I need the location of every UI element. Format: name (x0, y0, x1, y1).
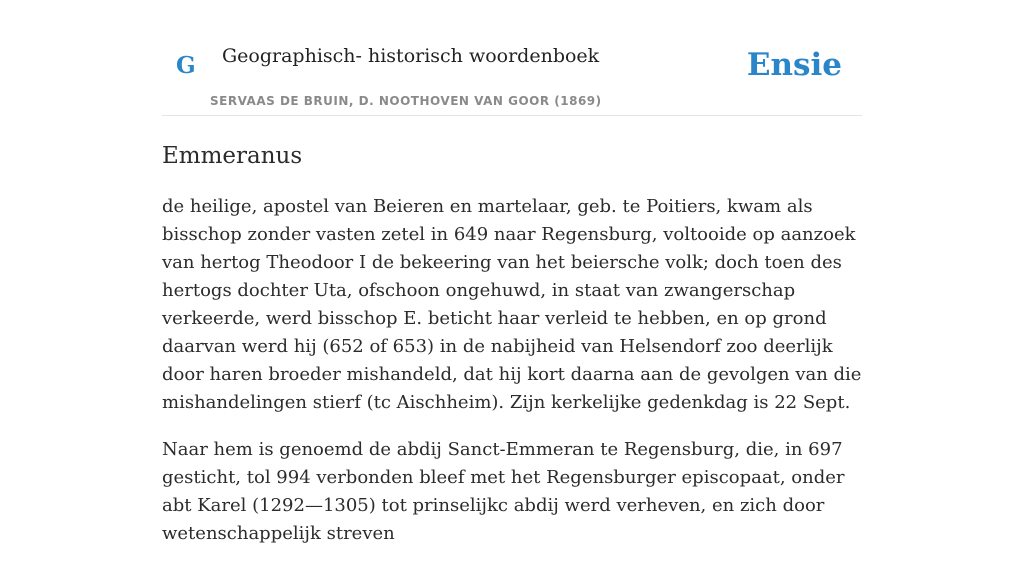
header (162, 0, 862, 116)
entry-paragraph: Naar hem is genoemd de abdij Sanct-Emmeran te Regensburg, die, in 697 gesticht, tol 994 verbonden bleef met het Regensburger episcopaat, onder abt Karel (1292—1305) tot prinselijkc abdij werd verheven, en zich door wetenschappelijk streven (162, 439, 845, 544)
page (162, 0, 862, 567)
entry-body (162, 193, 862, 548)
book-letter-icon[interactable]: G (176, 52, 196, 79)
ensie-logo-link[interactable]: Ensie (746, 47, 842, 83)
entry-paragraph: de heilige, apostel van Beieren en martelaar, geb. te Poitiers, kwam als bisschop zonder vasten zetel in 649 naar Regensburg, voltooide op aanzoek van hertog Theodoor I de bekeering van het beiersche volk; doch toen des hertogs dochter Uta, ofschoon ongehuwd, in staat van zwangerschap verkeerde, werd bisschop E. beticht haar verleid te hebben, en op grond daarvan werd hij (652 of 653) in de nabijheid van Helsendorf zoo deerlijk door haren broeder mishandeld, dat hij kort daarna aan de gevolgen van die mishandelingen stierf (tc Aischheim). Zijn kerkelijke gedenkdag is 22 Sept. (162, 196, 862, 413)
book-title[interactable]: Geographisch- historisch woordenboek (222, 45, 600, 67)
entry-title: Emmeranus (162, 143, 303, 169)
book-authors: SERVAAS DE BRUIN, D. NOOTHOVEN VAN GOOR (1869) (210, 94, 602, 108)
